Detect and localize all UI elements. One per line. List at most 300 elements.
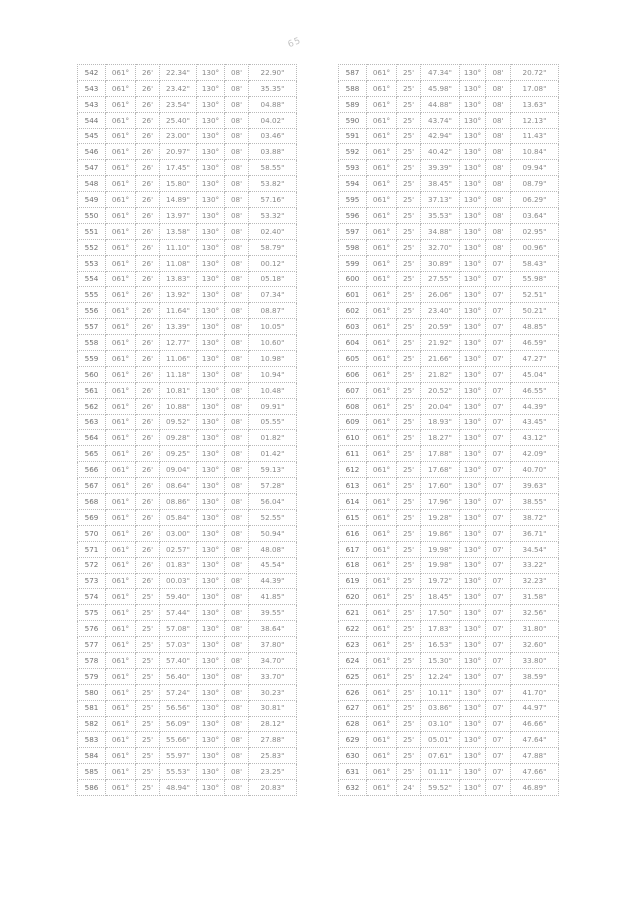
longitude-degrees-cell: 130° bbox=[197, 176, 225, 192]
longitude-seconds-cell: 58.43" bbox=[511, 255, 559, 271]
table-row bbox=[339, 192, 559, 208]
latitude-seconds-cell: 27.55" bbox=[421, 271, 460, 287]
latitude-degrees-cell: 061° bbox=[367, 398, 397, 414]
latitude-seconds-cell: 01.11" bbox=[421, 764, 460, 780]
longitude-seconds-cell: 52.51" bbox=[511, 287, 559, 303]
longitude-degrees-cell: 130° bbox=[460, 652, 486, 668]
latitude-degrees-cell: 061° bbox=[367, 287, 397, 303]
longitude-seconds-cell: 17.08" bbox=[511, 80, 559, 96]
longitude-degrees-cell: 130° bbox=[197, 239, 225, 255]
longitude-degrees-cell: 130° bbox=[197, 668, 225, 684]
point-number-cell: 622 bbox=[339, 621, 367, 637]
longitude-degrees-cell: 130° bbox=[197, 637, 225, 653]
latitude-seconds-cell: 39.39" bbox=[421, 160, 460, 176]
longitude-seconds-cell: 44.39" bbox=[249, 573, 297, 589]
longitude-seconds-cell: 59.13" bbox=[249, 462, 297, 478]
latitude-minutes-cell: 26' bbox=[136, 430, 160, 446]
latitude-minutes-cell: 25' bbox=[397, 414, 421, 430]
table-row bbox=[339, 478, 559, 494]
latitude-degrees-cell: 061° bbox=[106, 239, 136, 255]
latitude-seconds-cell: 20.04" bbox=[421, 398, 460, 414]
latitude-seconds-cell: 34.88" bbox=[421, 223, 460, 239]
latitude-seconds-cell: 17.50" bbox=[421, 605, 460, 621]
table-row bbox=[339, 430, 559, 446]
longitude-minutes-cell: 08' bbox=[225, 621, 249, 637]
longitude-seconds-cell: 47.88" bbox=[511, 748, 559, 764]
longitude-degrees-cell: 130° bbox=[197, 605, 225, 621]
latitude-minutes-cell: 25' bbox=[136, 637, 160, 653]
latitude-seconds-cell: 23.40" bbox=[421, 303, 460, 319]
point-number-cell: 559 bbox=[78, 351, 106, 367]
latitude-degrees-cell: 061° bbox=[367, 700, 397, 716]
latitude-degrees-cell: 061° bbox=[367, 764, 397, 780]
point-number-cell: 558 bbox=[78, 335, 106, 351]
latitude-minutes-cell: 26' bbox=[136, 366, 160, 382]
latitude-minutes-cell: 26' bbox=[136, 303, 160, 319]
latitude-minutes-cell: 25' bbox=[397, 239, 421, 255]
latitude-degrees-cell: 061° bbox=[367, 160, 397, 176]
point-number-cell: 582 bbox=[78, 716, 106, 732]
latitude-seconds-cell: 03.00" bbox=[160, 525, 197, 541]
longitude-degrees-cell: 130° bbox=[197, 351, 225, 367]
latitude-degrees-cell: 061° bbox=[106, 287, 136, 303]
longitude-seconds-cell: 20.83" bbox=[249, 780, 297, 796]
table-row bbox=[339, 557, 559, 573]
latitude-seconds-cell: 56.09" bbox=[160, 716, 197, 732]
latitude-seconds-cell: 44.88" bbox=[421, 96, 460, 112]
latitude-seconds-cell: 11.08" bbox=[160, 255, 197, 271]
latitude-minutes-cell: 25' bbox=[397, 478, 421, 494]
latitude-minutes-cell: 25' bbox=[397, 684, 421, 700]
longitude-minutes-cell: 07' bbox=[486, 351, 511, 367]
latitude-degrees-cell: 061° bbox=[367, 652, 397, 668]
latitude-seconds-cell: 18.93" bbox=[421, 414, 460, 430]
point-number-cell: 586 bbox=[78, 780, 106, 796]
longitude-seconds-cell: 50.21" bbox=[511, 303, 559, 319]
longitude-degrees-cell: 130° bbox=[460, 684, 486, 700]
longitude-seconds-cell: 58.79" bbox=[249, 239, 297, 255]
longitude-degrees-cell: 130° bbox=[460, 144, 486, 160]
longitude-degrees-cell: 130° bbox=[460, 65, 486, 81]
table-row bbox=[78, 446, 297, 462]
point-number-cell: 564 bbox=[78, 430, 106, 446]
table-row bbox=[78, 176, 297, 192]
longitude-degrees-cell: 130° bbox=[197, 557, 225, 573]
latitude-seconds-cell: 57.03" bbox=[160, 637, 197, 653]
longitude-minutes-cell: 08' bbox=[486, 65, 511, 81]
latitude-minutes-cell: 26' bbox=[136, 239, 160, 255]
latitude-seconds-cell: 13.58" bbox=[160, 223, 197, 239]
point-number-cell: 611 bbox=[339, 446, 367, 462]
latitude-degrees-cell: 061° bbox=[106, 271, 136, 287]
latitude-degrees-cell: 061° bbox=[106, 494, 136, 510]
latitude-minutes-cell: 26' bbox=[136, 525, 160, 541]
longitude-minutes-cell: 08' bbox=[225, 351, 249, 367]
longitude-minutes-cell: 07' bbox=[486, 525, 511, 541]
table-row bbox=[339, 589, 559, 605]
latitude-minutes-cell: 26' bbox=[136, 319, 160, 335]
longitude-degrees-cell: 130° bbox=[197, 573, 225, 589]
longitude-seconds-cell: 45.04" bbox=[511, 366, 559, 382]
longitude-minutes-cell: 07' bbox=[486, 255, 511, 271]
latitude-minutes-cell: 26' bbox=[136, 255, 160, 271]
longitude-degrees-cell: 130° bbox=[197, 478, 225, 494]
latitude-degrees-cell: 061° bbox=[106, 192, 136, 208]
latitude-degrees-cell: 061° bbox=[106, 525, 136, 541]
longitude-degrees-cell: 130° bbox=[460, 509, 486, 525]
latitude-seconds-cell: 26.06" bbox=[421, 287, 460, 303]
longitude-seconds-cell: 30.23" bbox=[249, 684, 297, 700]
point-number-cell: 592 bbox=[339, 144, 367, 160]
latitude-minutes-cell: 25' bbox=[136, 684, 160, 700]
longitude-seconds-cell: 01.42" bbox=[249, 446, 297, 462]
longitude-degrees-cell: 130° bbox=[460, 80, 486, 96]
longitude-minutes-cell: 08' bbox=[225, 668, 249, 684]
latitude-minutes-cell: 25' bbox=[397, 621, 421, 637]
latitude-minutes-cell: 25' bbox=[397, 144, 421, 160]
longitude-seconds-cell: 10.60" bbox=[249, 335, 297, 351]
latitude-seconds-cell: 11.64" bbox=[160, 303, 197, 319]
latitude-degrees-cell: 061° bbox=[367, 621, 397, 637]
table-row bbox=[78, 112, 297, 128]
longitude-seconds-cell: 02.40" bbox=[249, 223, 297, 239]
longitude-seconds-cell: 08.87" bbox=[249, 303, 297, 319]
table-row bbox=[78, 748, 297, 764]
point-number-cell: 561 bbox=[78, 382, 106, 398]
longitude-degrees-cell: 130° bbox=[460, 192, 486, 208]
longitude-seconds-cell: 31.80" bbox=[511, 621, 559, 637]
point-number-cell: 587 bbox=[339, 65, 367, 81]
latitude-minutes-cell: 25' bbox=[397, 271, 421, 287]
table-row bbox=[339, 160, 559, 176]
table-row bbox=[78, 319, 297, 335]
latitude-degrees-cell: 061° bbox=[106, 621, 136, 637]
longitude-degrees-cell: 130° bbox=[460, 414, 486, 430]
longitude-degrees-cell: 130° bbox=[460, 589, 486, 605]
latitude-minutes-cell: 25' bbox=[397, 589, 421, 605]
latitude-degrees-cell: 061° bbox=[367, 335, 397, 351]
table-row bbox=[78, 509, 297, 525]
latitude-seconds-cell: 19.98" bbox=[421, 557, 460, 573]
longitude-seconds-cell: 27.88" bbox=[249, 732, 297, 748]
latitude-degrees-cell: 061° bbox=[106, 557, 136, 573]
longitude-degrees-cell: 130° bbox=[197, 366, 225, 382]
point-number-cell: 567 bbox=[78, 478, 106, 494]
latitude-degrees-cell: 061° bbox=[106, 462, 136, 478]
longitude-minutes-cell: 07' bbox=[486, 382, 511, 398]
latitude-seconds-cell: 43.74" bbox=[421, 112, 460, 128]
longitude-minutes-cell: 07' bbox=[486, 716, 511, 732]
latitude-minutes-cell: 26' bbox=[136, 176, 160, 192]
longitude-degrees-cell: 130° bbox=[460, 382, 486, 398]
table-row bbox=[78, 700, 297, 716]
longitude-degrees-cell: 130° bbox=[460, 96, 486, 112]
longitude-degrees-cell: 130° bbox=[197, 255, 225, 271]
latitude-seconds-cell: 21.92" bbox=[421, 335, 460, 351]
longitude-minutes-cell: 08' bbox=[225, 557, 249, 573]
longitude-minutes-cell: 08' bbox=[486, 176, 511, 192]
longitude-minutes-cell: 08' bbox=[486, 144, 511, 160]
latitude-minutes-cell: 25' bbox=[397, 128, 421, 144]
point-number-cell: 565 bbox=[78, 446, 106, 462]
table-row bbox=[339, 398, 559, 414]
point-number-cell: 570 bbox=[78, 525, 106, 541]
table-row bbox=[339, 446, 559, 462]
longitude-degrees-cell: 130° bbox=[460, 700, 486, 716]
latitude-seconds-cell: 56.56" bbox=[160, 700, 197, 716]
latitude-degrees-cell: 061° bbox=[367, 557, 397, 573]
point-number-cell: 550 bbox=[78, 208, 106, 224]
longitude-minutes-cell: 08' bbox=[225, 319, 249, 335]
table-row bbox=[339, 382, 559, 398]
latitude-seconds-cell: 57.24" bbox=[160, 684, 197, 700]
point-number-cell: 618 bbox=[339, 557, 367, 573]
longitude-minutes-cell: 07' bbox=[486, 478, 511, 494]
longitude-degrees-cell: 130° bbox=[197, 430, 225, 446]
longitude-degrees-cell: 130° bbox=[197, 335, 225, 351]
longitude-seconds-cell: 43.45" bbox=[511, 414, 559, 430]
longitude-minutes-cell: 07' bbox=[486, 732, 511, 748]
latitude-degrees-cell: 061° bbox=[106, 414, 136, 430]
longitude-seconds-cell: 52.55" bbox=[249, 509, 297, 525]
longitude-minutes-cell: 08' bbox=[225, 65, 249, 81]
latitude-degrees-cell: 061° bbox=[367, 478, 397, 494]
latitude-minutes-cell: 25' bbox=[136, 652, 160, 668]
longitude-minutes-cell: 07' bbox=[486, 287, 511, 303]
longitude-degrees-cell: 130° bbox=[460, 287, 486, 303]
longitude-degrees-cell: 130° bbox=[460, 351, 486, 367]
longitude-minutes-cell: 08' bbox=[225, 223, 249, 239]
longitude-minutes-cell: 08' bbox=[225, 509, 249, 525]
longitude-seconds-cell: 22.90" bbox=[249, 65, 297, 81]
latitude-seconds-cell: 17.83" bbox=[421, 621, 460, 637]
point-number-cell: 563 bbox=[78, 414, 106, 430]
latitude-minutes-cell: 25' bbox=[397, 255, 421, 271]
latitude-degrees-cell: 061° bbox=[106, 700, 136, 716]
longitude-seconds-cell: 12.13" bbox=[511, 112, 559, 128]
latitude-minutes-cell: 25' bbox=[397, 112, 421, 128]
table-row bbox=[339, 319, 559, 335]
table-row bbox=[339, 462, 559, 478]
point-number-cell: 588 bbox=[339, 80, 367, 96]
longitude-minutes-cell: 08' bbox=[225, 303, 249, 319]
table-row bbox=[78, 557, 297, 573]
point-number-cell: 545 bbox=[78, 128, 106, 144]
latitude-degrees-cell: 061° bbox=[106, 382, 136, 398]
table-row bbox=[78, 366, 297, 382]
table-row bbox=[78, 605, 297, 621]
latitude-minutes-cell: 25' bbox=[136, 589, 160, 605]
latitude-seconds-cell: 05.01" bbox=[421, 732, 460, 748]
longitude-minutes-cell: 07' bbox=[486, 319, 511, 335]
latitude-seconds-cell: 09.25" bbox=[160, 446, 197, 462]
latitude-degrees-cell: 061° bbox=[106, 223, 136, 239]
longitude-degrees-cell: 130° bbox=[197, 780, 225, 796]
latitude-seconds-cell: 07.61" bbox=[421, 748, 460, 764]
table-row bbox=[339, 303, 559, 319]
point-number-cell: 597 bbox=[339, 223, 367, 239]
table-row bbox=[339, 764, 559, 780]
latitude-degrees-cell: 061° bbox=[106, 303, 136, 319]
latitude-seconds-cell: 21.82" bbox=[421, 366, 460, 382]
longitude-degrees-cell: 130° bbox=[197, 589, 225, 605]
latitude-degrees-cell: 061° bbox=[106, 96, 136, 112]
latitude-minutes-cell: 25' bbox=[397, 573, 421, 589]
latitude-degrees-cell: 061° bbox=[106, 398, 136, 414]
latitude-seconds-cell: 17.96" bbox=[421, 494, 460, 510]
latitude-degrees-cell: 061° bbox=[367, 541, 397, 557]
latitude-minutes-cell: 25' bbox=[397, 382, 421, 398]
point-number-cell: 613 bbox=[339, 478, 367, 494]
longitude-seconds-cell: 55.98" bbox=[511, 271, 559, 287]
longitude-minutes-cell: 08' bbox=[225, 684, 249, 700]
longitude-degrees-cell: 130° bbox=[460, 430, 486, 446]
point-number-cell: 573 bbox=[78, 573, 106, 589]
longitude-minutes-cell: 07' bbox=[486, 764, 511, 780]
point-number-cell: 609 bbox=[339, 414, 367, 430]
longitude-minutes-cell: 08' bbox=[486, 96, 511, 112]
latitude-degrees-cell: 061° bbox=[106, 112, 136, 128]
table-row bbox=[78, 382, 297, 398]
table-row bbox=[78, 96, 297, 112]
longitude-seconds-cell: 43.12" bbox=[511, 430, 559, 446]
table-row bbox=[339, 271, 559, 287]
latitude-degrees-cell: 061° bbox=[106, 684, 136, 700]
latitude-degrees-cell: 061° bbox=[367, 637, 397, 653]
latitude-degrees-cell: 061° bbox=[367, 65, 397, 81]
latitude-degrees-cell: 061° bbox=[367, 176, 397, 192]
longitude-minutes-cell: 08' bbox=[225, 176, 249, 192]
latitude-degrees-cell: 061° bbox=[106, 160, 136, 176]
latitude-seconds-cell: 40.42" bbox=[421, 144, 460, 160]
table-row bbox=[78, 684, 297, 700]
coordinate-table-right bbox=[338, 64, 559, 796]
longitude-seconds-cell: 38.55" bbox=[511, 494, 559, 510]
longitude-seconds-cell: 53.82" bbox=[249, 176, 297, 192]
longitude-degrees-cell: 130° bbox=[197, 112, 225, 128]
longitude-seconds-cell: 39.63" bbox=[511, 478, 559, 494]
longitude-minutes-cell: 08' bbox=[225, 239, 249, 255]
longitude-seconds-cell: 46.59" bbox=[511, 335, 559, 351]
longitude-seconds-cell: 04.02" bbox=[249, 112, 297, 128]
point-number-cell: 607 bbox=[339, 382, 367, 398]
table-row bbox=[78, 271, 297, 287]
latitude-seconds-cell: 10.11" bbox=[421, 684, 460, 700]
latitude-degrees-cell: 061° bbox=[106, 780, 136, 796]
latitude-minutes-cell: 26' bbox=[136, 287, 160, 303]
latitude-degrees-cell: 061° bbox=[106, 589, 136, 605]
longitude-seconds-cell: 10.48" bbox=[249, 382, 297, 398]
point-number-cell: 617 bbox=[339, 541, 367, 557]
longitude-minutes-cell: 08' bbox=[225, 525, 249, 541]
latitude-degrees-cell: 061° bbox=[367, 223, 397, 239]
latitude-minutes-cell: 25' bbox=[136, 748, 160, 764]
latitude-seconds-cell: 59.40" bbox=[160, 589, 197, 605]
longitude-seconds-cell: 44.39" bbox=[511, 398, 559, 414]
table-row bbox=[339, 176, 559, 192]
latitude-degrees-cell: 061° bbox=[106, 764, 136, 780]
point-number-cell: 604 bbox=[339, 335, 367, 351]
point-number-cell: 628 bbox=[339, 716, 367, 732]
latitude-degrees-cell: 061° bbox=[106, 351, 136, 367]
longitude-minutes-cell: 08' bbox=[225, 160, 249, 176]
table-row bbox=[339, 525, 559, 541]
latitude-minutes-cell: 25' bbox=[397, 192, 421, 208]
latitude-minutes-cell: 26' bbox=[136, 128, 160, 144]
longitude-seconds-cell: 06.29" bbox=[511, 192, 559, 208]
longitude-minutes-cell: 08' bbox=[225, 335, 249, 351]
table-row bbox=[78, 764, 297, 780]
latitude-minutes-cell: 25' bbox=[397, 525, 421, 541]
longitude-seconds-cell: 41.85" bbox=[249, 589, 297, 605]
point-number-cell: 566 bbox=[78, 462, 106, 478]
latitude-minutes-cell: 26' bbox=[136, 192, 160, 208]
longitude-seconds-cell: 34.70" bbox=[249, 652, 297, 668]
longitude-minutes-cell: 08' bbox=[225, 192, 249, 208]
latitude-minutes-cell: 26' bbox=[136, 96, 160, 112]
table-row bbox=[78, 716, 297, 732]
latitude-degrees-cell: 061° bbox=[367, 509, 397, 525]
latitude-seconds-cell: 01.83" bbox=[160, 557, 197, 573]
longitude-minutes-cell: 07' bbox=[486, 621, 511, 637]
longitude-seconds-cell: 32.56" bbox=[511, 605, 559, 621]
latitude-degrees-cell: 061° bbox=[106, 335, 136, 351]
latitude-degrees-cell: 061° bbox=[106, 446, 136, 462]
latitude-seconds-cell: 20.97" bbox=[160, 144, 197, 160]
latitude-degrees-cell: 061° bbox=[106, 176, 136, 192]
longitude-degrees-cell: 130° bbox=[460, 208, 486, 224]
longitude-minutes-cell: 08' bbox=[225, 112, 249, 128]
latitude-minutes-cell: 25' bbox=[397, 541, 421, 557]
longitude-degrees-cell: 130° bbox=[460, 128, 486, 144]
latitude-degrees-cell: 061° bbox=[367, 462, 397, 478]
latitude-seconds-cell: 11.18" bbox=[160, 366, 197, 382]
latitude-seconds-cell: 02.57" bbox=[160, 541, 197, 557]
table-row bbox=[339, 652, 559, 668]
latitude-minutes-cell: 25' bbox=[397, 335, 421, 351]
latitude-seconds-cell: 17.60" bbox=[421, 478, 460, 494]
table-row bbox=[339, 509, 559, 525]
longitude-seconds-cell: 10.84" bbox=[511, 144, 559, 160]
latitude-degrees-cell: 061° bbox=[106, 319, 136, 335]
table-row bbox=[78, 573, 297, 589]
point-number-cell: 569 bbox=[78, 509, 106, 525]
longitude-seconds-cell: 31.58" bbox=[511, 589, 559, 605]
longitude-seconds-cell: 00.12" bbox=[249, 255, 297, 271]
table-row bbox=[339, 351, 559, 367]
longitude-minutes-cell: 07' bbox=[486, 303, 511, 319]
longitude-seconds-cell: 35.35" bbox=[249, 80, 297, 96]
point-number-cell: 616 bbox=[339, 525, 367, 541]
latitude-minutes-cell: 25' bbox=[397, 96, 421, 112]
point-number-cell: 632 bbox=[339, 780, 367, 796]
longitude-degrees-cell: 130° bbox=[460, 621, 486, 637]
latitude-seconds-cell: 23.00" bbox=[160, 128, 197, 144]
longitude-seconds-cell: 33.70" bbox=[249, 668, 297, 684]
longitude-seconds-cell: 20.72" bbox=[511, 65, 559, 81]
latitude-minutes-cell: 25' bbox=[397, 509, 421, 525]
latitude-minutes-cell: 25' bbox=[397, 700, 421, 716]
longitude-seconds-cell: 56.04" bbox=[249, 494, 297, 510]
point-number-cell: 562 bbox=[78, 398, 106, 414]
latitude-degrees-cell: 061° bbox=[106, 128, 136, 144]
longitude-degrees-cell: 130° bbox=[460, 398, 486, 414]
longitude-degrees-cell: 130° bbox=[197, 764, 225, 780]
latitude-minutes-cell: 26' bbox=[136, 509, 160, 525]
longitude-minutes-cell: 08' bbox=[225, 652, 249, 668]
latitude-minutes-cell: 26' bbox=[136, 208, 160, 224]
latitude-degrees-cell: 061° bbox=[106, 509, 136, 525]
